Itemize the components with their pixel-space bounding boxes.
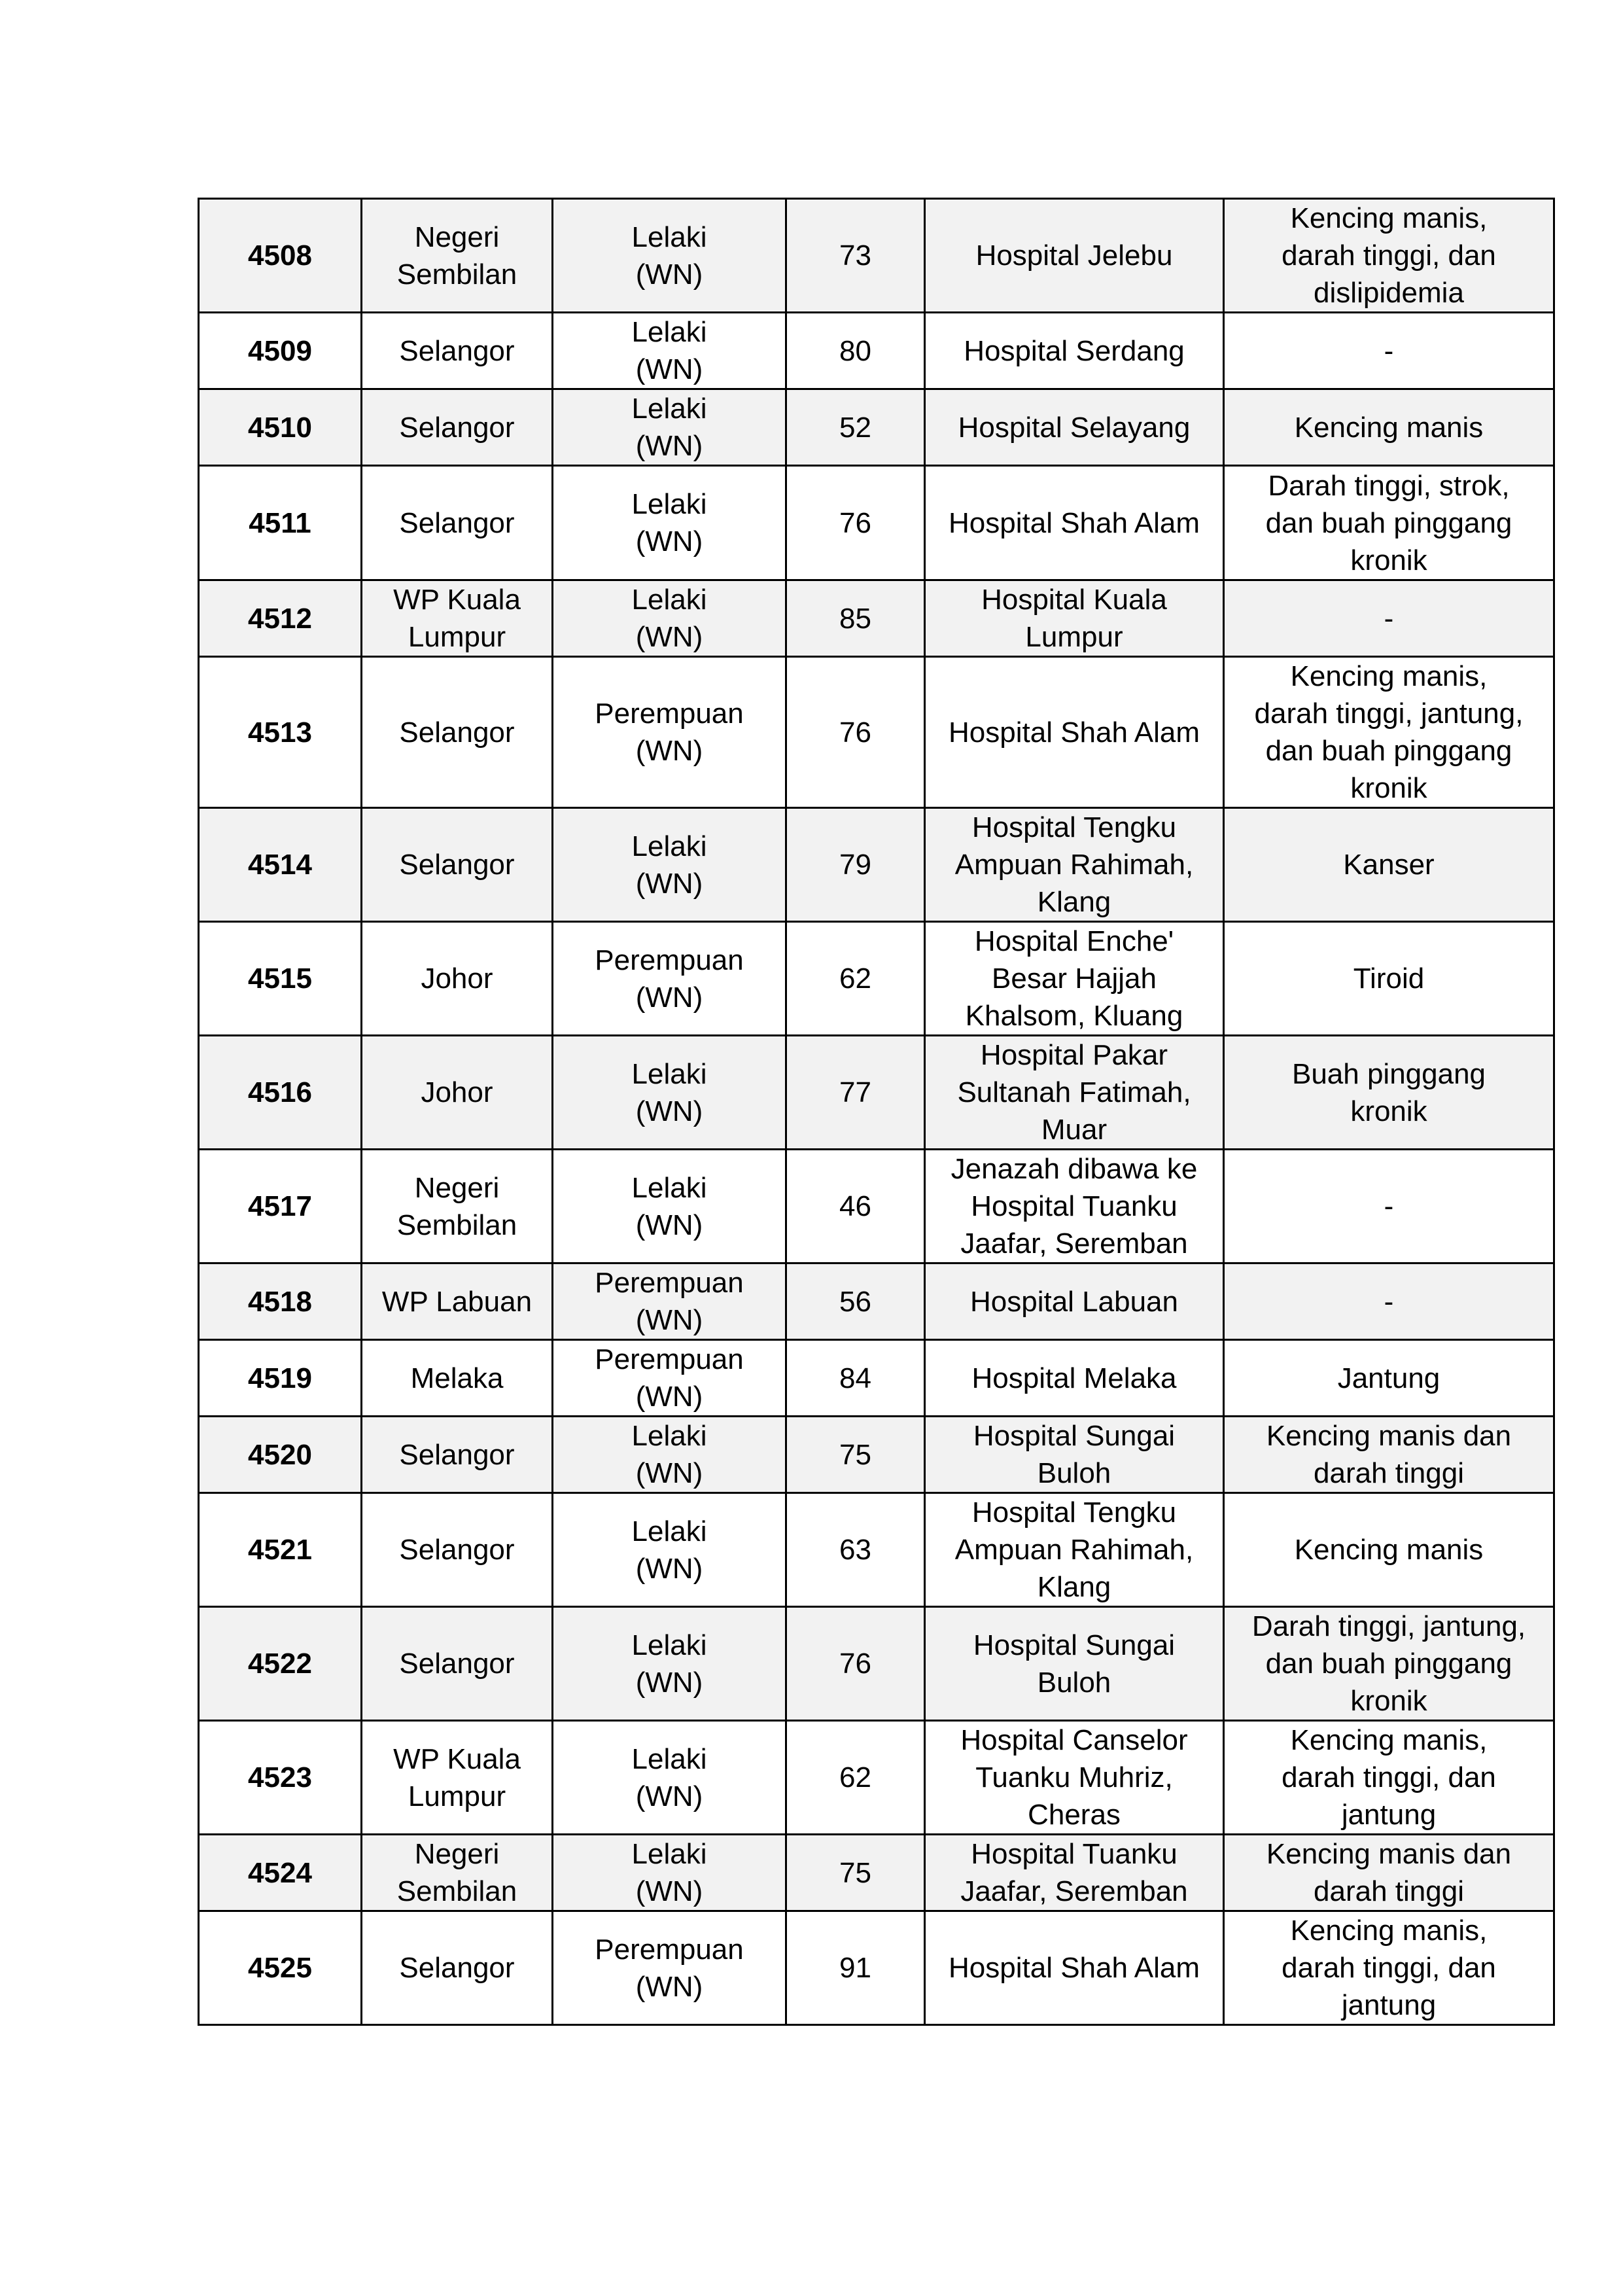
state-cell: Selangor (362, 1911, 553, 2025)
table-row (199, 1263, 1554, 1340)
comorbidity-cell: Kanser (1224, 808, 1554, 922)
age-cell: 76 (786, 466, 925, 580)
table-row (199, 1340, 1554, 1417)
gender-cell: Perempuan (WN) (553, 657, 786, 808)
case-number-cell: 4522 (199, 1607, 362, 1721)
case-number-cell: 4512 (199, 580, 362, 657)
facility-cell: Hospital Labuan (925, 1263, 1224, 1340)
facility-cell: Hospital Melaka (925, 1340, 1224, 1417)
comorbidity-cell: - (1224, 1263, 1554, 1340)
facility-cell: Hospital Sungai Buloh (925, 1417, 1224, 1493)
case-number-cell: 4511 (199, 466, 362, 580)
table-row (199, 199, 1554, 313)
facility-cell: Hospital Shah Alam (925, 466, 1224, 580)
facility-cell: Hospital Jelebu (925, 199, 1224, 313)
table-row (199, 1835, 1554, 1911)
state-cell: WP Kuala Lumpur (362, 1721, 553, 1835)
age-cell: 73 (786, 199, 925, 313)
table-row (199, 1607, 1554, 1721)
gender-cell: Lelaki (WN) (553, 1493, 786, 1607)
age-cell: 79 (786, 808, 925, 922)
case-number-cell: 4510 (199, 389, 362, 466)
age-cell: 56 (786, 1263, 925, 1340)
table-row (199, 657, 1554, 808)
comorbidity-cell: - (1224, 313, 1554, 389)
state-cell: Selangor (362, 1493, 553, 1607)
table-row (199, 808, 1554, 922)
comorbidity-cell: Kencing manis, darah tinggi, dan jantung (1224, 1911, 1554, 2025)
case-number-cell: 4520 (199, 1417, 362, 1493)
gender-cell: Lelaki (WN) (553, 466, 786, 580)
state-cell: Selangor (362, 808, 553, 922)
age-cell: 46 (786, 1150, 925, 1263)
comorbidity-cell: Darah tinggi, jantung, dan buah pinggang kronik (1224, 1607, 1554, 1721)
state-cell: WP Labuan (362, 1263, 553, 1340)
facility-cell: Hospital Selayang (925, 389, 1224, 466)
comorbidity-cell: Kencing manis, darah tinggi, dan dislipidemia (1224, 199, 1554, 313)
state-cell: Selangor (362, 389, 553, 466)
facility-cell: Hospital Tengku Ampuan Rahimah, Klang (925, 808, 1224, 922)
state-cell: Johor (362, 922, 553, 1036)
age-cell: 85 (786, 580, 925, 657)
state-cell: Selangor (362, 1607, 553, 1721)
state-cell: Selangor (362, 313, 553, 389)
table-row (199, 1911, 1554, 2025)
case-number-cell: 4509 (199, 313, 362, 389)
gender-cell: Perempuan (WN) (553, 1263, 786, 1340)
age-cell: 91 (786, 1911, 925, 2025)
gender-cell: Lelaki (WN) (553, 580, 786, 657)
comorbidity-cell: Darah tinggi, strok, dan buah pinggang kronik (1224, 466, 1554, 580)
age-cell: 75 (786, 1835, 925, 1911)
table-row (199, 1036, 1554, 1150)
age-cell: 62 (786, 922, 925, 1036)
case-number-cell: 4518 (199, 1263, 362, 1340)
case-number-cell: 4519 (199, 1340, 362, 1417)
comorbidity-cell: Buah pinggang kronik (1224, 1036, 1554, 1150)
case-number-cell: 4521 (199, 1493, 362, 1607)
state-cell: Negeri Sembilan (362, 1150, 553, 1263)
facility-cell: Hospital Tengku Ampuan Rahimah, Klang (925, 1493, 1224, 1607)
comorbidity-cell: Tiroid (1224, 922, 1554, 1036)
age-cell: 63 (786, 1493, 925, 1607)
facility-cell: Hospital Kuala Lumpur (925, 580, 1224, 657)
case-number-cell: 4508 (199, 199, 362, 313)
facility-cell: Jenazah dibawa ke Hospital Tuanku Jaafar, Seremban (925, 1150, 1224, 1263)
age-cell: 52 (786, 389, 925, 466)
case-number-cell: 4524 (199, 1835, 362, 1911)
gender-cell: Perempuan (WN) (553, 1340, 786, 1417)
gender-cell: Lelaki (WN) (553, 313, 786, 389)
facility-cell: Hospital Shah Alam (925, 657, 1224, 808)
table-row (199, 1150, 1554, 1263)
state-cell: Johor (362, 1036, 553, 1150)
table-row (199, 580, 1554, 657)
age-cell: 84 (786, 1340, 925, 1417)
state-cell: Melaka (362, 1340, 553, 1417)
comorbidity-cell: - (1224, 580, 1554, 657)
gender-cell: Lelaki (WN) (553, 1607, 786, 1721)
age-cell: 77 (786, 1036, 925, 1150)
age-cell: 76 (786, 657, 925, 808)
table-row (199, 1417, 1554, 1493)
state-cell: Selangor (362, 1417, 553, 1493)
state-cell: Selangor (362, 466, 553, 580)
comorbidity-cell: Kencing manis dan darah tinggi (1224, 1835, 1554, 1911)
comorbidity-cell: Kencing manis dan darah tinggi (1224, 1417, 1554, 1493)
facility-cell: Hospital Sungai Buloh (925, 1607, 1224, 1721)
death-cases-table (198, 198, 1555, 2026)
gender-cell: Perempuan (WN) (553, 1911, 786, 2025)
comorbidity-cell: Jantung (1224, 1340, 1554, 1417)
case-number-cell: 4516 (199, 1036, 362, 1150)
table-row (199, 313, 1554, 389)
gender-cell: Lelaki (WN) (553, 389, 786, 466)
case-number-cell: 4525 (199, 1911, 362, 2025)
table-row (199, 1721, 1554, 1835)
table-row (199, 1493, 1554, 1607)
age-cell: 76 (786, 1607, 925, 1721)
comorbidity-cell: Kencing manis (1224, 389, 1554, 466)
state-cell: Negeri Sembilan (362, 199, 553, 313)
table-row (199, 389, 1554, 466)
table-body (199, 199, 1554, 2025)
age-cell: 62 (786, 1721, 925, 1835)
facility-cell: Hospital Enche' Besar Hajjah Khalsom, Kluang (925, 922, 1224, 1036)
table-row (199, 922, 1554, 1036)
facility-cell: Hospital Tuanku Jaafar, Seremban (925, 1835, 1224, 1911)
age-cell: 80 (786, 313, 925, 389)
case-number-cell: 4523 (199, 1721, 362, 1835)
gender-cell: Lelaki (WN) (553, 199, 786, 313)
table-row (199, 466, 1554, 580)
comorbidity-cell: Kencing manis, darah tinggi, jantung, dan buah pinggang kronik (1224, 657, 1554, 808)
facility-cell: Hospital Pakar Sultanah Fatimah, Muar (925, 1036, 1224, 1150)
gender-cell: Lelaki (WN) (553, 1417, 786, 1493)
age-cell: 75 (786, 1417, 925, 1493)
state-cell: WP Kuala Lumpur (362, 580, 553, 657)
facility-cell: Hospital Serdang (925, 313, 1224, 389)
gender-cell: Lelaki (WN) (553, 1721, 786, 1835)
gender-cell: Lelaki (WN) (553, 1835, 786, 1911)
case-number-cell: 4517 (199, 1150, 362, 1263)
case-number-cell: 4513 (199, 657, 362, 808)
comorbidity-cell: Kencing manis (1224, 1493, 1554, 1607)
case-number-cell: 4515 (199, 922, 362, 1036)
state-cell: Negeri Sembilan (362, 1835, 553, 1911)
case-number-cell: 4514 (199, 808, 362, 922)
facility-cell: Hospital Shah Alam (925, 1911, 1224, 2025)
facility-cell: Hospital Canselor Tuanku Muhriz, Cheras (925, 1721, 1224, 1835)
gender-cell: Lelaki (WN) (553, 1150, 786, 1263)
gender-cell: Lelaki (WN) (553, 1036, 786, 1150)
comorbidity-cell: Kencing manis, darah tinggi, dan jantung (1224, 1721, 1554, 1835)
state-cell: Selangor (362, 657, 553, 808)
comorbidity-cell: - (1224, 1150, 1554, 1263)
gender-cell: Perempuan (WN) (553, 922, 786, 1036)
gender-cell: Lelaki (WN) (553, 808, 786, 922)
